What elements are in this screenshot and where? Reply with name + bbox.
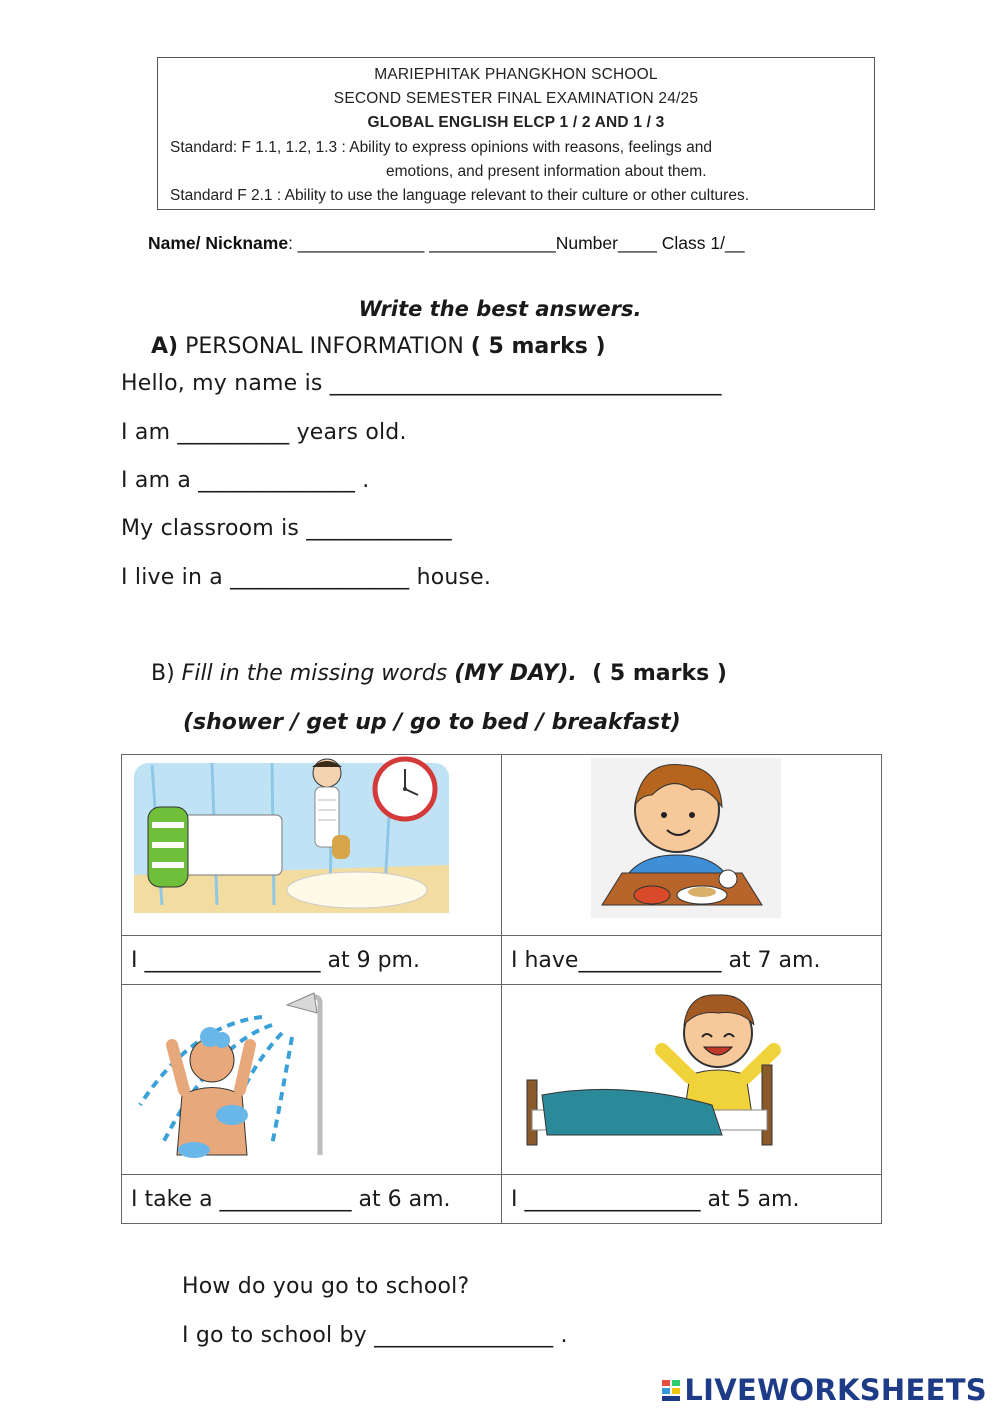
exam-title: SECOND SEMESTER FINAL EXAMINATION 24/25 (333, 90, 699, 107)
role-sentence[interactable]: I am a ______________ . (121, 468, 370, 493)
my-day-table (121, 754, 882, 1224)
bedroom-night-image (122, 755, 501, 935)
go-to-bed-picture-cell (122, 755, 502, 936)
section-a-letter: A) (151, 334, 179, 359)
logo-text: LIVEWORKSHEETS (684, 1373, 987, 1407)
name-label: Name/ Nickname (148, 233, 289, 253)
section-b-letter: B) (151, 661, 182, 686)
course-title: GLOBAL ENGLISH ELCP 1 / 2 AND 1 / 3 (367, 114, 665, 131)
section-b-marks: ( 5 marks ) (576, 661, 727, 686)
name-row[interactable] (148, 233, 744, 254)
name-blanks[interactable]: : _____________ _____________Number____ Class 1/__ (288, 233, 745, 253)
shower-sentence[interactable]: I take a ____________ at 6 am. (122, 1175, 502, 1224)
go-to-bed-sentence[interactable]: I ________________ at 9 pm. (122, 936, 502, 985)
get-up-sentence[interactable]: I ________________ at 5 am. (502, 1175, 882, 1224)
logo-mark-icon (662, 1378, 682, 1402)
standard-2: Standard F 2.1 : Ability to use the language relevant to their culture or other cultures. (170, 187, 750, 204)
word-bank: (shower / get up / go to bed / breakfast) (183, 710, 681, 735)
boy-eating-breakfast-image (502, 755, 881, 935)
boy-getting-up-image (502, 985, 881, 1174)
transport-question: How do you go to school? (182, 1274, 470, 1299)
get-up-picture-cell (502, 985, 882, 1175)
instruction: Write the best answers. (358, 297, 642, 321)
section-a-title: PERSONAL INFORMATION (178, 334, 471, 359)
classroom-sentence[interactable]: My classroom is _____________ (121, 516, 452, 541)
exam-header-box (157, 57, 875, 210)
transport-answer[interactable]: I go to school by ________________ . (182, 1323, 568, 1348)
age-sentence[interactable]: I am __________ years old. (121, 420, 407, 445)
boy-showering-image (122, 985, 501, 1174)
section-a-marks: ( 5 marks ) (470, 334, 606, 359)
breakfast-sentence[interactable]: I have_____________ at 7 am. (502, 936, 882, 985)
section-a-heading (151, 334, 606, 359)
standard-1-line-1: Standard: F 1.1, 1.2, 1.3 : Ability to express opinions with reasons, feelings and (170, 139, 712, 156)
section-b-heading (151, 661, 727, 686)
school-name: MARIEPHITAK PHANGKHON SCHOOL (374, 66, 658, 83)
name-sentence[interactable]: Hello, my name is ___________________________________ (121, 371, 722, 396)
breakfast-picture-cell (502, 755, 882, 936)
section-b-title-bold: (MY DAY). (454, 661, 577, 686)
house-sentence[interactable]: I live in a ________________ house. (121, 565, 492, 590)
standard-1-line-2: emotions, and present information about them. (386, 163, 707, 180)
section-b-title: Fill in the missing words (181, 661, 455, 686)
shower-picture-cell (122, 985, 502, 1175)
liveworksheets-logo[interactable] (662, 1373, 987, 1407)
